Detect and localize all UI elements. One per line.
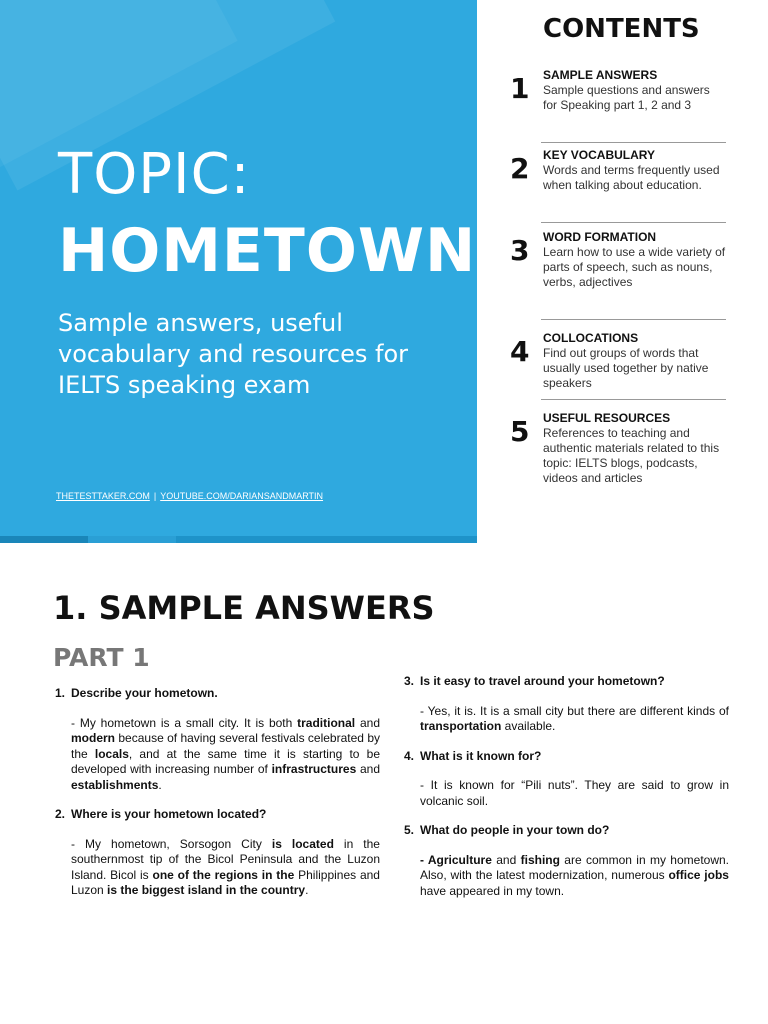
answer-text: - It is known for “Pili nuts”. They are said to grow in volcanic soil. [420, 778, 729, 808]
question [404, 823, 729, 839]
answer-text: and [491, 852, 521, 867]
contents-title: CONTENTS [543, 14, 700, 44]
question-text: Where is your hometown located? [71, 807, 267, 821]
toc-description: Sample questions and answers for Speaking part 1, 2 and 3 [543, 83, 710, 112]
toc-heading: COLLOCATIONS [543, 331, 639, 345]
answer-text: in the southernmost tip of the Bicol Peninsula and the Luzon Island. Bicol is [71, 836, 380, 882]
answer-keyword: - Agriculture [420, 852, 492, 867]
answer-text: and [355, 715, 381, 730]
answer-text: and [356, 762, 380, 776]
toc-divider [541, 319, 726, 320]
toc-description: Find out groups of words that usually used together by native speakers [543, 346, 709, 390]
toc-divider [541, 399, 726, 400]
answer-text: because of having several festivals celebrated by the [71, 731, 380, 761]
question [404, 674, 729, 690]
answer-text: - My hometown, Sorsogon City [71, 836, 272, 851]
toc-number: 4 [510, 335, 530, 368]
toc-heading: KEY VOCABULARY [543, 148, 656, 162]
toc-divider [541, 222, 726, 223]
answer-text: have appeared in my town. [420, 883, 565, 898]
toc-description: References to teaching and authentic materials related to this topic: IELTS blogs, podcasts, videos and articles [543, 426, 720, 485]
question-number: 2. [55, 807, 66, 821]
question-text: Is it easy to travel around your hometown? [420, 674, 665, 688]
answer [420, 853, 729, 900]
hero-banner [0, 0, 477, 536]
toc-number: 3 [510, 234, 530, 267]
answer-text: are common in my hometown. Also, with the latest modernization, numerous [420, 852, 729, 882]
toc-heading: WORD FORMATION [543, 230, 657, 244]
question-text: What is it known for? [420, 748, 542, 763]
qa-column-left [55, 686, 380, 913]
question-number: 1. [55, 686, 66, 700]
toc-description: Words and terms frequently used when talking about education. [543, 163, 720, 192]
qa-column-right [404, 674, 729, 913]
answer-text: . [158, 777, 162, 792]
answer [71, 716, 380, 794]
answer-text: Philippines and Luzon [71, 867, 380, 897]
hero-subtitle: Sample answers, useful vocabulary and resources for IELTS speaking exam [58, 309, 409, 399]
topic-prefix: TOPIC: [58, 142, 251, 207]
toc-heading: SAMPLE ANSWERS [543, 68, 658, 82]
strip-segment [0, 536, 88, 543]
question-text: What do people in your town do? [420, 823, 610, 837]
answer-text: . [305, 883, 309, 897]
strip-segment [176, 536, 477, 543]
answer-keyword: is the biggest island in the country [107, 883, 306, 897]
answer-text: , and at the same time it is starting to be developed with increasing number of [71, 746, 381, 776]
question-number: 4. [404, 748, 415, 763]
strip-segment [88, 536, 176, 543]
answer-keyword: locals [94, 746, 129, 761]
answer-keyword: office jobs [668, 868, 729, 882]
answer-text: - My hometown is a small city. It is both [71, 715, 298, 730]
link-separator: | [153, 491, 157, 501]
answer-keyword: establishments [71, 777, 159, 792]
question-number: 5. [404, 823, 415, 837]
toc-number: 2 [510, 152, 530, 185]
answer-keyword: fishing [520, 852, 560, 867]
answer-keyword: one of the regions in the [152, 867, 295, 882]
question-number: 3. [404, 674, 415, 688]
question-text: Describe your hometown. [71, 686, 218, 700]
answer-text: available. [501, 719, 556, 733]
answer [71, 837, 380, 899]
toc-number: 5 [510, 415, 530, 448]
answer [420, 778, 729, 809]
question [55, 807, 380, 823]
toc-divider [541, 142, 726, 143]
topic-title: HOMETOWN [58, 216, 477, 286]
link-youtube[interactable]: YOUTUBE.COM/DARIANSANDMARTIN [160, 491, 324, 501]
answer-keyword: traditional [297, 715, 356, 730]
link-thetesttaker[interactable]: THETESTTAKER.COM [56, 491, 150, 501]
toc-heading: USEFUL RESOURCES [543, 411, 671, 425]
hero-bottom-strip [0, 536, 477, 543]
answer-keyword: modern [71, 731, 116, 745]
answer [420, 704, 729, 735]
toc-description: Learn how to use a wide variety of parts of speech, such as nouns, verbs, adjectives [543, 245, 726, 289]
answer-keyword: is located [271, 836, 334, 851]
answer-keyword: infrastructures [271, 762, 357, 776]
part-title: PART 1 [53, 643, 150, 672]
hero-links [56, 491, 323, 501]
question [55, 686, 380, 702]
answer-keyword: transportation [420, 719, 502, 733]
toc-number: 1 [510, 72, 530, 105]
section-title: 1. SAMPLE ANSWERS [53, 589, 435, 627]
answer-text: - Yes, it is. It is a small city but there are different kinds of [420, 703, 729, 718]
question [404, 749, 729, 765]
